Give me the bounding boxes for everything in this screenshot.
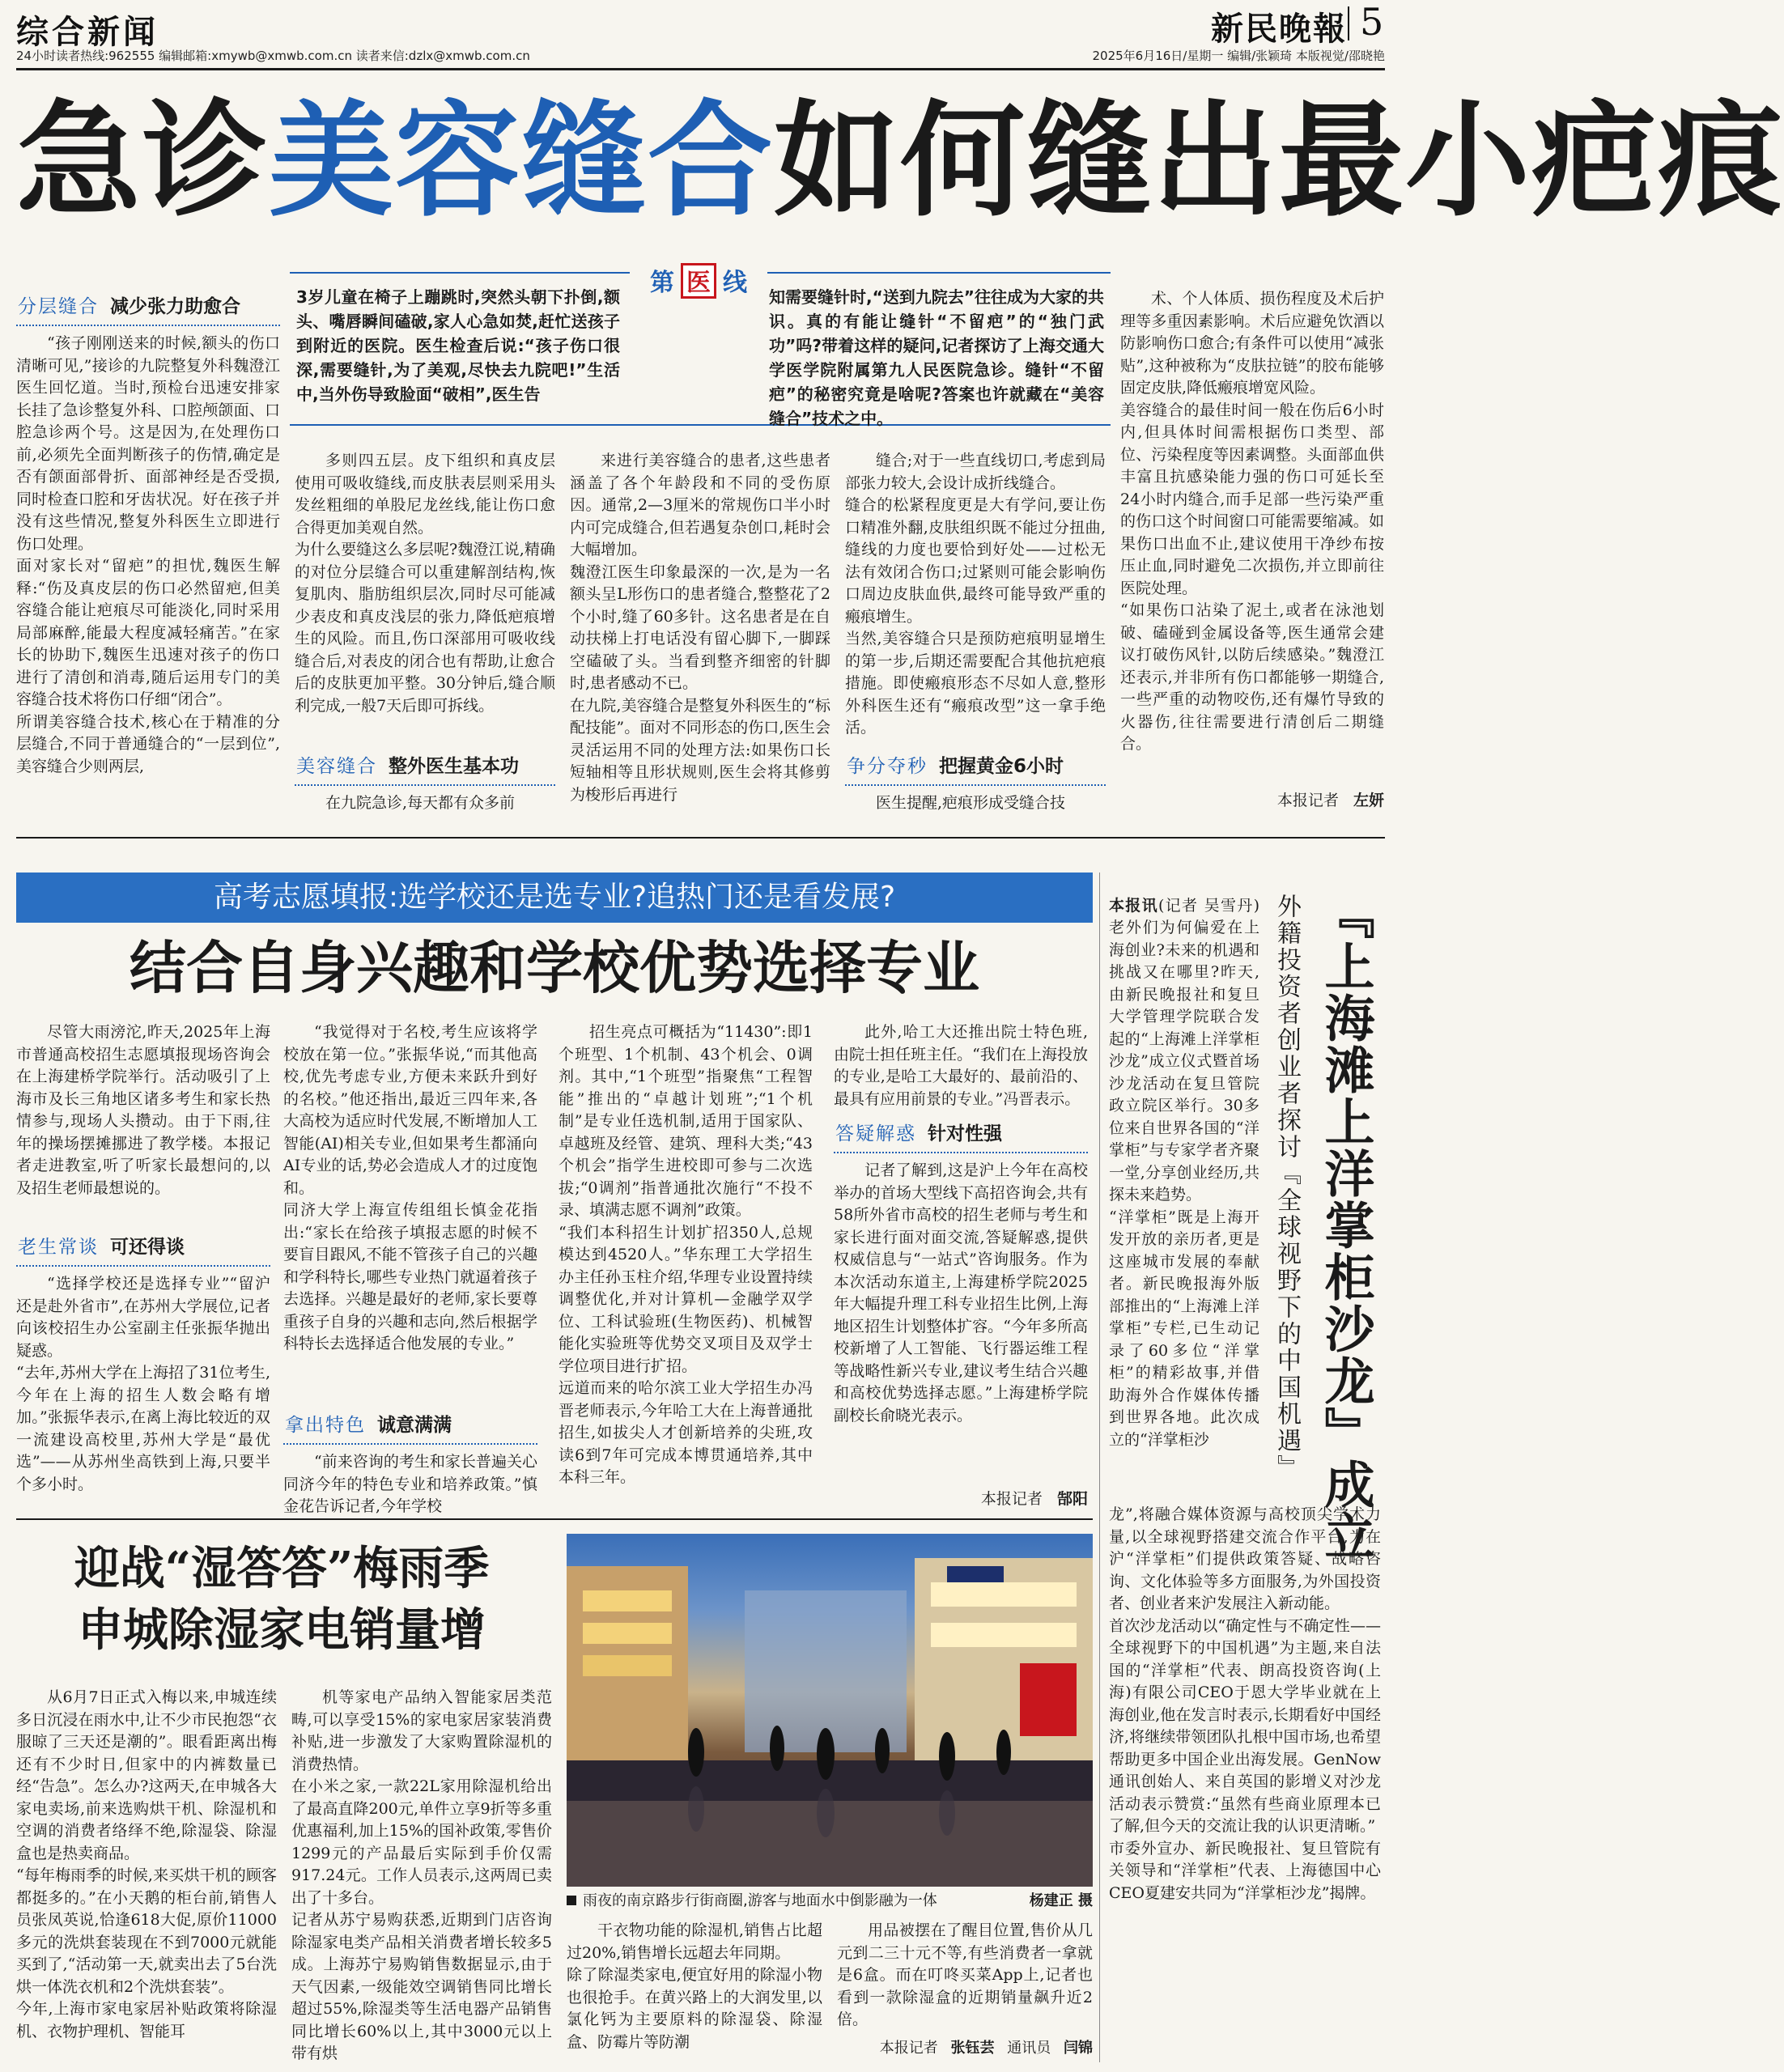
story3-subtitle: 外籍投资者创业者探讨『全球视野下的中国机遇』 [1272, 894, 1301, 1481]
story2-col3-text: 招生亮点可概括为“11430”:即1个班型、1个机制、43个机会、0调剂。其中,“1个班型”指聚焦“工程智能”推出的“卓越计划班”;“1个机制”是专业任选机制,适用于国家队、卓越班及经管、建筑、理科大类;“43个机会”指学生进校即可参与二次选拔;“0调剂”指普通批次施行“不投不录、填满志愿不调剂”政策。 “我们本科招生计划扩招350人,总规模达到4520人。”华东理工大学招生办主任孙玉柱介绍,华理专业设置持续调整优化,并对计算机—金融学双学位、工科试验班(生物医药)、机械智能化实验班等优势交叉项目及双学士学位项目进行扩招。 远道而来的哈尔滨工业大学招生办冯晋老师表示,今年哈工大在上海普通批招生,如拔尖人才创新培养的尖班,攻读6到7年可完成本博贯通培养,其中本科三年。 [559, 1023, 813, 1486]
headline-part1: 急诊 [16, 89, 270, 234]
hotline-line: 24小时读者热线:962555 编辑邮箱:xmywb@xmwb.com.cn 读者来信:dzlx@xmwb.com.cn [16, 49, 530, 63]
page-divider [1348, 6, 1349, 40]
story4-col1 [16, 1687, 277, 2067]
story2-col1-text: 尽管大雨滂沱,昨天,2025年上海市普通高校招生志愿填报现场咨询会在上海建桥学院举行。活动吸引了上海市及长三角地区诸多考生和家长热情参与,现场人头攒动。由于下雨,往年的操场摆摊挪进了教学楼。本报记者走进教室,听了听家长最想问的,以及招生老师最想说的。 [16, 1023, 270, 1197]
story2-col2-text: “我觉得对于名校,考生应该将学校放在第一位。”张振华说,“而其他高校,优先考虑专业,方便未来跃升到好的名校。”他还指出,最近三四年来,各大高校为适应时代发展,不断增加人工智能(AI)相关专业,但如果考生都涌向AI专业的话,势必会造成人才的过度饱和。 同济大学上海宣传组组长慎金花指出:“家长在给孩子填报志愿的时候不要盲目跟风,不能不管孩子自己的兴趣和学科特长,哪些专业热门就逼着孩子去选择。兴趣是最好的老师,家长要尊重孩子自身的兴趣和志向,然后根据学科特长去选择适合他发展的专业。” [283, 1023, 537, 1352]
story1-col4-tail: 医生提醒,疤痕形成受缝合技 [876, 794, 1066, 812]
story2-byline: 本报记者 郜阳 [980, 1490, 1088, 1508]
story3-left-rule [1099, 873, 1100, 2062]
story3-col-a: 本报讯(记者 吴雪丹)老外们为何偏爱在上海创业?未来的机遇和挑战又在哪里?昨天,由新民晚报社和复旦大学管理学院联合发起的“上海滩上洋掌柜沙龙”成立仪式暨首场沙龙活动在复旦管院政立院区举行。30多位来自世界各国的“洋掌柜”与专家学者齐聚一堂,分享创业经历,共探未来趋势。 “洋掌柜”既是上海开发开放的亲历者,更是这座城市发展的奉献者。新民晚报海外版部推出的“上海滩上洋掌柜”专栏,已生动记录了60多位“洋掌柜”的精彩故事,并借助海外合作媒体传播到世界各地。此次成立的“洋掌柜沙 [1109, 896, 1259, 1449]
lead-right: 知需要缝针时,“送到九院去”往往成为大家的共识。真的有能让缝针“不留疤”的“独门武功”吗?带着这样的疑问,记者探访了上海交通大学医学院附属第九人民医院急诊。缝针“不留疤”的秘密究竟是啥呢?答案也许就藏在“美容缝合”技术之中。 [769, 287, 1104, 428]
story1-col1 [16, 288, 280, 822]
headline-part3: 如何缝出最小疤痕 [774, 89, 1784, 234]
sub-head-golden-hours: 争分夺秒 把握黄金6小时 [845, 748, 1106, 786]
street-photo-illustration [567, 1534, 1093, 1887]
story4-headline-line2: 申城除湿家电销量增 [78, 1603, 486, 1657]
story2-bottom-rule [16, 1518, 1093, 1520]
photo-caption: 雨夜的南京路步行街商圈,游客与地面水中倒影融为一体 [583, 1892, 937, 1909]
page-header [16, 0, 1385, 65]
story1-col4-text: 缝合;对于一些直线切口,考虑到局部张力较大,会设计成折线缝合。 缝合的松紧程度更是大有学问,要让伤口精准外翻,皮肤组织既不能过分扭曲,缝线的力度也要恰到好处——过松无法有效闭合伤口;过紧则可能会影响伤口周边皮肤血供,最终可能导致严重的瘢痕增生。 当然,美容缝合只是预防疤痕明显增生的第一步,后期还需要配合其他抗疤痕措施。即使瘢痕形态不尽如人意,整形外科医生还有“瘢痕改型”这一拿手绝活。 [845, 452, 1106, 737]
photo-caption-bar [567, 1889, 1093, 1913]
story3-sidebar [1109, 873, 1384, 2062]
paper-logo: 新民晚報 [1211, 10, 1347, 48]
story2-col1 [16, 1021, 270, 1507]
story1-col3 [570, 450, 830, 822]
story2-col2 [283, 1021, 537, 1515]
date-line: 2025年6月16日/星期一 编辑/张颖琦 本版视觉/邵晓艳 [1092, 49, 1385, 63]
story1-col2 [295, 450, 555, 822]
story3-lead [1109, 873, 1259, 1449]
story4-col2 [291, 1687, 552, 2067]
section-title: 综合新闻 [16, 14, 159, 51]
photo-credit: 杨建正 摄 [1029, 1892, 1093, 1909]
column-tag-left: 第 [650, 269, 674, 297]
story4-col3 [567, 1920, 822, 2069]
street-photo [567, 1534, 1093, 1887]
story1-col2-tail: 在九院急诊,每天都有众多前 [325, 794, 516, 812]
story1-col2-text: 多则四五层。皮下组织和真皮层使用可吸收缝线,而皮肤表层则采用头发丝粗细的单股尼龙丝线,能让伤口愈合得更加美观自然。 为什么要缝这么多层呢?魏澄江说,精确的对位分层缝合可以重建解剖结构,恢复肌肉、脂肪组织层次,同时尽可能减少表皮和真皮浅层的张力,降低疤痕增生的风险。而且,伤口深部用可吸收线缝合后,对表皮的闭合也有帮助,让愈合后的皮肤更加平整。30分钟后,缝合顺利完成,一般7天后即可拆线。 [295, 452, 555, 715]
sub-head-qa: 答疑解惑 针对性强 [834, 1115, 1088, 1153]
story2-col4b-text: 记者了解到,这是沪上今年在高校举办的首场大型线下高招咨询会,共有58所外省市高校的招生老师与考生和家长进行面对面交流,答疑解惑,提供权威信息与“一站式”咨询服务。作为本次活动东道主,上海建桥学院2025年大幅提升理工科专业招生比例,上海地区招生计划整体扩容。“今年多所高校新增了人工智能、飞行器运维工程等战略性新兴专业,建议考生结合兴趣和高校优势选择志愿。”上海建桥学院副校长俞晓光表示。 [834, 1161, 1088, 1424]
sub-head-features: 拿出特色 诚意满满 [283, 1407, 537, 1445]
story4-col1-text: 从6月7日正式入梅以来,申城连续多日沉浸在雨水中,让不少市民抱怨“衣服晾了三天还是潮的”。眼看距离出梅还有不少时日,但家中的内裤数量已经“告急”。怎么办?这两天,在申城各大家电卖场,前来选购烘干机、除湿机和空调的消费者络绎不绝,除湿袋、除湿盒也是热卖商品。 “每年梅雨季的时候,来买烘干机的顾客都挺多的。”在小天鹅的柜台前,销售人员张凤英说,恰逢618大促,原价11000多元的洗烘套装现在不到7000元就能买到了,“活动第一天,就卖出去了5台洗烘一体洗衣机和2个洗烘套装”。 今年,上海市家电家居补贴政策将除湿机、衣物护理机、智能耳 [16, 1688, 277, 2040]
story1-bottom-rule [16, 837, 1385, 839]
lead-left: 3岁儿童在椅子上蹦跳时,突然头朝下扑倒,额头、嘴唇瞬间磕破,家人心急如焚,赶忙送孩子到附近的医院。医生检查后说:“孩子伤口很深,需要缝针,为了美观,尽快去九院吧!”生活中,当外伤导致脸面“破相”,医生告 [296, 287, 620, 404]
photo-marker-icon [567, 1896, 576, 1905]
column-tag [630, 262, 767, 295]
column-tag-mid: 医 [681, 263, 716, 299]
story4-col3-text: 干衣物功能的除湿机,销售占比超过20%,销售增长远超去年同期。 除了除湿类家电,便宜好用的除湿小物也很抢手。在黄兴路上的大润发里,以氯化钙为主要原料的除湿袋、除湿盒、防霉片等防潮 [567, 1921, 822, 2051]
story2-col4 [834, 1021, 1088, 1507]
story1-col5-text: 术、个人体质、损伤程度及术后护理等多重因素影响。术后应避免饮酒以防影响伤口愈合;有条件可以使用“减张贴”,这种被称为“皮肤拉链”的胶布能够固定皮肤,降低瘢痕增宽风险。 美容缝合的最佳时间一般在伤后6小时内,但具体时间需根据伤口类型、部位、污染程度等因素调整。头面部血供丰富且抗感染能力强的伤口可延长至24小时内缝合,而手足部一些污染严重的伤口这个时间窗口可能需要缩减。如果伤口出血不止,建议使用干净纱布按压止血,同时避免二次损伤,并立即前往医院处理。 “如果伤口沾染了泥土,或者在泳池划破、磕碰到金属设备等,医生通常会建议打破伤风针,以防后续感染。”魏澄江还表示,并非所有伤口都能够一期缝合,一些严重的动物咬伤,还有爆竹导致的火器伤,往往需要进行清创后二期缝合。 [1120, 290, 1384, 753]
story2-kicker-bar [16, 873, 1093, 923]
header-rule [16, 68, 1385, 70]
story4-byline: 本报记者 张钰芸 通讯员 闫锦 [879, 2040, 1093, 2057]
story3-col-b-wrap [1109, 1504, 1381, 2062]
story2-col4-text: 此外,哈工大还推出院士特色班,由院士担任班主任。“我们在上海投放的专业,是哈工大最好的、最前沿的、最具有应用前景的专业。”冯晋表示。 [834, 1023, 1088, 1108]
story4-col2-text: 机等家电产品纳入智能家居类范畴,可以享受15%的家电家居家装消费补贴,进一步激发了大家购置除湿机的消费热情。 在小米之家,一款22L家用除湿机给出了最高直降200元,单件立享9折等多重优惠福利,加上15%的国补政策,零售价1299元的产品最后实际到手价仅需917.24元。工作人员表示,这两周已卖出了十多台。 记者从苏宁易购获悉,近期到门店咨询除湿家电类产品相关消费者增长较多5成。上海苏宁易购销售数据显示,由于天气因素,一级能效空调销售同比增长超过55%,除湿类等生活电器产品销售同比增长60%以上,其中3000元以上带有烘 [291, 1688, 552, 2062]
story4-headline [16, 1538, 547, 1675]
headline-part2: 美容缝合 [269, 89, 775, 234]
story4-headline-line1: 迎战“湿答答”梅雨季 [74, 1542, 490, 1595]
story1-col3-text: 来进行美容缝合的患者,这些患者涵盖了各个年龄段和不同的受伤原因。通常,2—3厘米的常规伤口半小时内可完成缝合,但若遇复杂创口,耗时会大幅增加。 魏澄江医生印象最深的一次,是为一名额头呈L形伤口的患者缝合,整整花了2个小时,缝了60多针。这名患者是在自动扶梯上打电话没有留心脚下,一脚踩空磕破了头。当看到整齐细密的针脚时,患者感动不已。 在九院,美容缝合是整复外科医生的“标配技能”。面对不同形态的伤口,医生会灵活运用不同的处理方法:如果伤口长短轴相等且形状规则,医生会将其修剪为梭形后再进行 [570, 452, 830, 804]
story4-col4-text: 用品被摆在了醒目位置,售价从几元到二三十元不等,有些消费者一拿就是6盒。而在叮咚买菜App上,记者也看到一款除湿盒的近期销量飙升近2倍。 [837, 1921, 1093, 2028]
story2-col1b-text: “选择学校还是选择专业”“留沪还是赴外省市”,在苏州大学展位,记者向该校招生办公室副主任张振华抛出疑惑。 “去年,苏州大学在上海招了31位考生,今年在上海的招生人数会略有增加。”张振华表示,在离上海比较近的双一流建设高校里,苏州大学是“最优选”——从苏州坐高铁到上海,只要半个多小时。 [16, 1275, 270, 1493]
sub-head-cosmetic-suture: 美容缝合 整外医生基本功 [295, 748, 555, 786]
story2-headline: 结合自身兴趣和学校优势选择专业 [130, 935, 979, 1001]
story1-col1-text: “孩子刚刚送来的时候,额头的伤口清晰可见,”接诊的九院整复外科魏澄江医生回忆道。当时,预检台迅速安排家长挂了急诊整复外科、口腔颅颌面、口腔急诊两个号。这是因为,在处理伤口前,必须先全面判断孩子的伤情,确定是否有颌面部骨折、面部神经是否受损,同时检查口腔和牙齿状况。好在孩子并没有这些情况,整复外科医生立即进行伤口处理。 面对家长对“留疤”的担忧,魏医生解释:“伤及真皮层的伤口必然留疤,但美容缝合能让疤痕尽可能淡化,同时采用局部麻醉,能最大程度减轻痛苦。”在家长的协助下,魏医生迅速对孩子的伤口进行了清创和消毒,随后运用专门的美容缝合技术将伤口仔细“闭合”。 所谓美容缝合技术,核心在于精准的分层缝合,不同于普通缝合的“一层到位”,美容缝合少则两层, [16, 334, 280, 775]
story2-col3 [559, 1021, 813, 1507]
story2-col2b-text: “前来咨询的考生和家长普遍关心同济今年的特色专业和培养政策。”慎金花告诉记者,今年学校 [283, 1453, 537, 1515]
page-number: 5 [1360, 0, 1384, 44]
story1-headline [16, 81, 1784, 243]
sub-head-old-topic: 老生常谈 可还得谈 [16, 1229, 270, 1267]
story4-col4 [837, 1920, 1093, 2069]
story3-col-b: 龙”,将融合媒体资源与高校顶尖学术力量,以全球视野搭建交流合作平台,为在沪“洋掌柜”们提供政策答疑、战略咨询、文化体验等多方面服务,为外国投资者、创业者来沪发展注入新动能。 首次沙龙活动以“确定性与不确定性——全球视野下的中国机遇”为主题,来自法国的“洋掌柜”代表、朗高投资咨询(上海)有限公司CEO于恩大学毕业就在上海创业,他在发言时表示,长期看好中国经济,将继续带领团队扎根中国市场,也希望帮助更多中国企业出海发展。GenNow通讯创始人、来自英国的影增义对沙龙活动表示赞赏:“虽然有些商业原理本已了解,但今天的交流让我的认识更清晰。” 市委外宣办、新民晚报社、复旦管院有关领导和“洋掌柜”代表、上海德国中心CEO夏建安共同为“洋掌柜沙龙”揭牌。 [1109, 1505, 1381, 1902]
story1-byline: 本报记者 左妍 [1276, 792, 1384, 809]
story1-lead-box [290, 269, 1111, 428]
story1-col4 [845, 450, 1106, 822]
story3-title: 『上海滩上洋掌柜沙龙』成立 [1316, 889, 1375, 1562]
column-tag-right: 线 [723, 269, 747, 297]
story1-col5 [1120, 288, 1384, 822]
sub-head-layered-suture: 分层缝合 减少张力助愈合 [16, 288, 280, 326]
story2-kicker: 高考志愿填报:选学校还是选专业?追热门还是看发展? [213, 881, 896, 914]
